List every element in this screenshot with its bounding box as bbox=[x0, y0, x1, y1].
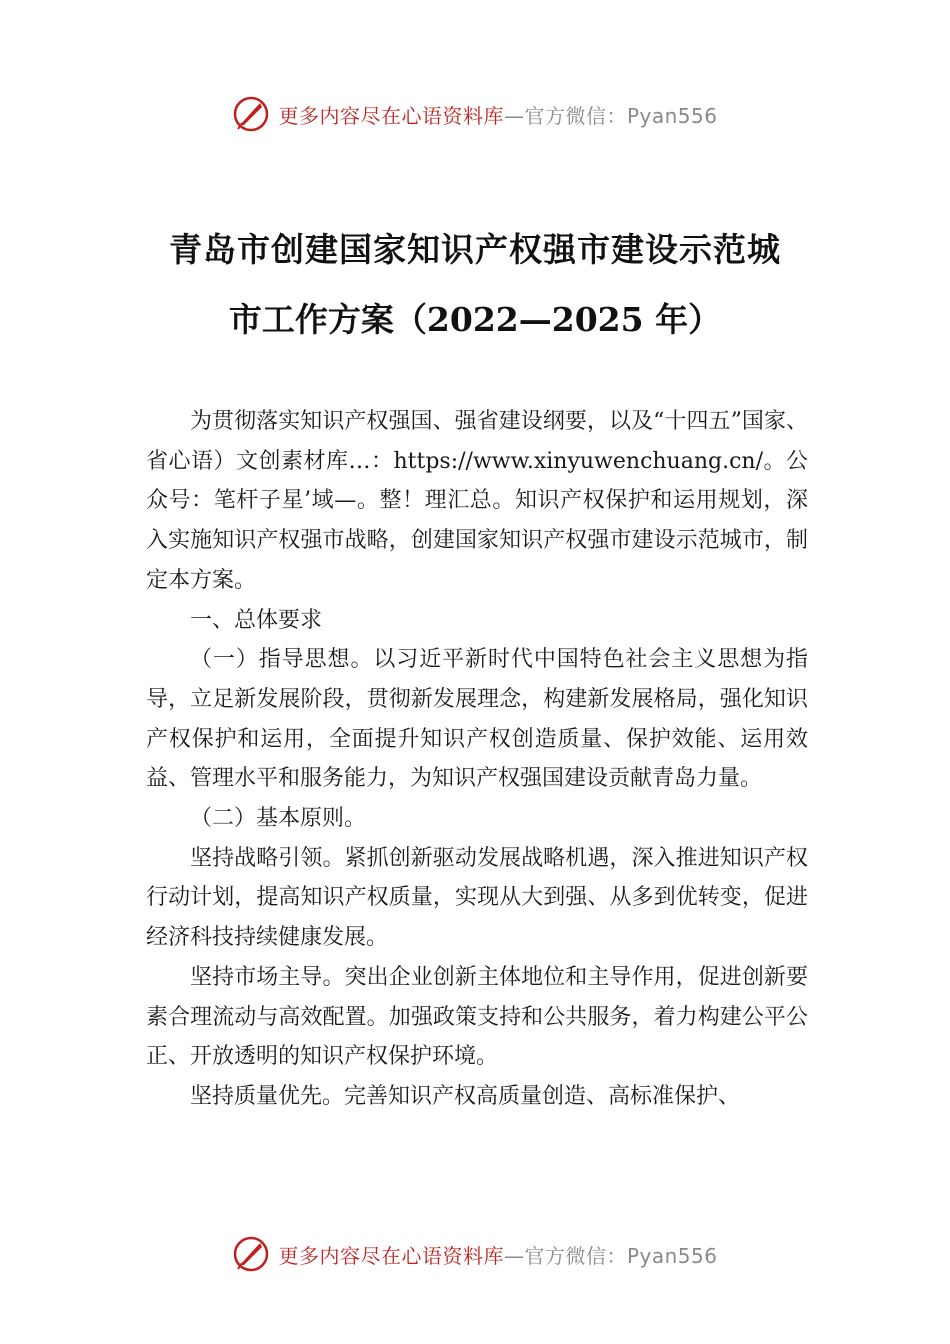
watermark-banner-top bbox=[0, 92, 950, 136]
watermark-banner-bottom bbox=[0, 1232, 950, 1276]
paragraph-intro: 为贯彻落实知识产权强国、强省建设纲要，以及“十四五”国家、省心语）文创素材库…：https://www.xinyuwenchuang.cn/。公众号：笔杆子星’域—。整！理汇总。知识产权保护和运用规划，深入实施知识产权强市战略，创建国家知识产权强市建设示范城市，制定本方案。 bbox=[146, 409, 808, 593]
quill-logo-icon bbox=[232, 1235, 270, 1273]
document-body bbox=[146, 402, 808, 1117]
paragraph-market: 坚持市场主导。突出企业创新主体地位和主导作用，促进创新要素合理流动与高效配置。加强政策支持和公共服务，着力构建公平公正、开放透明的知识产权保护环境。 bbox=[146, 964, 808, 1070]
watermark-text bbox=[278, 100, 717, 129]
watermark-gray-text: —官方微信：Pyan556 bbox=[503, 103, 718, 128]
watermark-text bbox=[278, 1240, 717, 1269]
section-heading-overall: 一、总体要求 bbox=[190, 607, 323, 633]
document-title-line2: 市工作方案（2022—2025 年） bbox=[228, 300, 722, 339]
watermark-red-text: 更多内容尽在心语资料库 bbox=[278, 103, 504, 128]
watermark-gray-text: —官方微信：Pyan556 bbox=[503, 1243, 718, 1268]
paragraph-quality: 坚持质量优先。完善知识产权高质量创造、高标准保护、 bbox=[190, 1083, 741, 1109]
watermark-red-text: 更多内容尽在心语资料库 bbox=[278, 1243, 504, 1268]
paragraph-guiding-thought: （一）指导思想。以习近平新时代中国特色社会主义思想为指导，立足新发展阶段，贯彻新发展理念，构建新发展格局，强化知识产权保护和运用，全面提升知识产权创造质量、保护效能、运用效益、管理水平和服务能力，为知识产权强国建设贡献青岛力量。 bbox=[146, 647, 808, 792]
paragraph-basic-principles: （二）基本原则。 bbox=[190, 806, 367, 832]
paragraph-strategy: 坚持战略引领。紧抓创新驱动发展战略机遇，深入推进知识产权行动计划，提高知识产权质量，实现从大到强、从多到优转变，促进经济科技持续健康发展。 bbox=[146, 845, 808, 951]
quill-logo-icon bbox=[232, 95, 270, 133]
document-title-line1: 青岛市创建国家知识产权强市建设示范城 bbox=[169, 230, 781, 269]
